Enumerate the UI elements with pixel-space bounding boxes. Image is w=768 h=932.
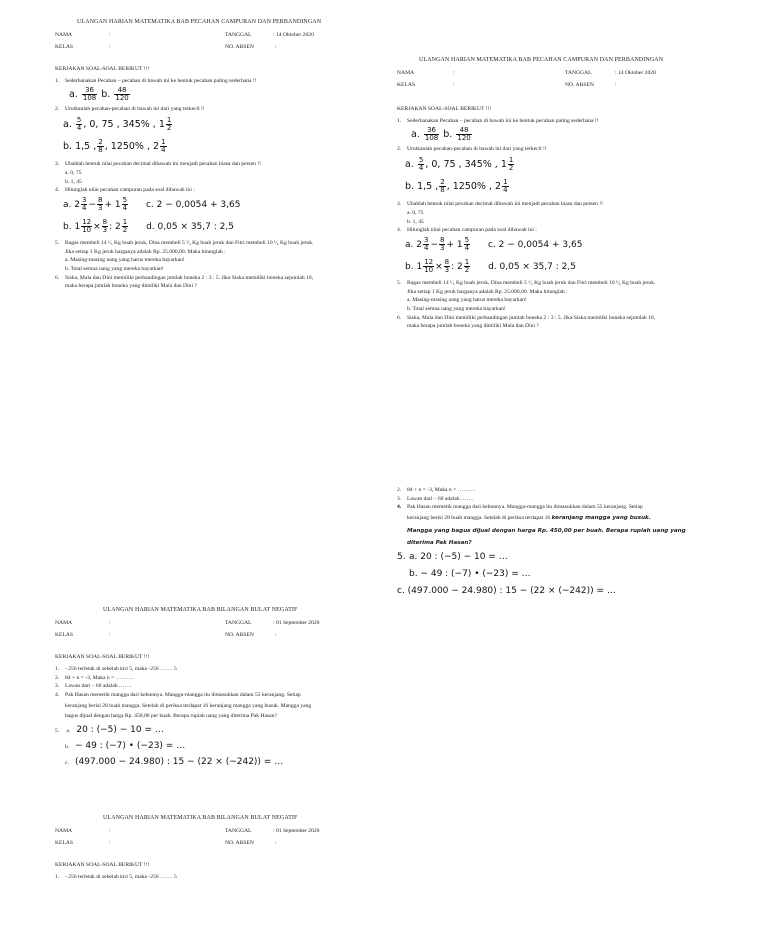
item-label: b. <box>63 140 73 152</box>
question-number: 5. <box>397 551 406 562</box>
question-text-emphasis: Mangga yang bagus dijual dengan harga Rp. 450,00 per buah. Berapa rupiah uang yang <box>407 527 686 534</box>
operator: + 1 <box>104 200 121 211</box>
tanggal-value: : 01 September 2020 <box>273 828 320 835</box>
fraction <box>102 219 108 234</box>
whole-number: 2 <box>74 200 80 211</box>
denominator: 120 <box>115 93 129 102</box>
numerator: 36 <box>82 87 97 95</box>
fraction <box>423 237 429 252</box>
numerator: 1 <box>508 155 514 164</box>
item-label: b. <box>405 261 414 272</box>
q3-item-b: b. 1, 45 <box>407 218 424 225</box>
question-text: Ubahlah bentuk nilai pecahan decimal dibawah ini menjadi pecahan biasa dan persen !! <box>407 201 604 208</box>
q4d-expression: d. 0,05 × 35,7 : 2,5 <box>488 261 576 272</box>
question-text: Lawan dari – 60 adalah ……. <box>65 683 132 690</box>
numerator: 3 <box>424 236 429 245</box>
q3-item-a: a. 0, 75 <box>407 210 424 217</box>
question-5b <box>55 740 385 754</box>
question-number: 5. <box>55 727 60 734</box>
question-5a <box>55 724 385 738</box>
fraction <box>439 179 445 194</box>
question-text: Urutkanlah pecahan-pecahan di bawah ini dari yang terkecil !! <box>407 146 547 153</box>
question-4 <box>397 503 747 512</box>
denominator: 3 <box>440 244 445 253</box>
label-no-absen: NO. ABSEN <box>565 82 594 89</box>
numerator: 36 <box>424 127 439 135</box>
colon: : <box>109 44 111 51</box>
question-number: 1. <box>55 77 60 84</box>
fraction <box>418 157 424 172</box>
fraction <box>502 179 508 194</box>
denominator: 108 <box>82 93 97 102</box>
question-3 <box>55 160 385 169</box>
fraction <box>122 197 128 212</box>
question-2 <box>397 145 747 154</box>
operator: × <box>93 221 101 232</box>
label-kelas: KELAS <box>55 44 74 51</box>
numerator: 8 <box>98 196 103 205</box>
label-nama: NAMA <box>55 32 73 39</box>
question-3 <box>397 200 747 209</box>
instruction: KERJAKAN SOAL-SOAL BERIKUT !!! <box>55 66 150 73</box>
q3-item-a: a. 0, 75 <box>65 170 82 177</box>
label-nama: NAMA <box>55 828 73 835</box>
operator: − <box>88 200 97 211</box>
field-row-kelas <box>55 631 385 643</box>
label-kelas: KELAS <box>55 840 74 847</box>
question-number: 4. <box>55 691 60 698</box>
colon: : <box>275 44 277 51</box>
fraction <box>423 259 434 274</box>
field-row-nama <box>55 619 385 631</box>
item-label: a. <box>63 118 72 130</box>
question-4 <box>55 691 385 700</box>
q5c-expression: (497.000 − 24.980) : 15 − (22 × (−242)) = … <box>75 756 284 767</box>
question-text-line: maka berapa jumlah boneka yang dimiliki Mala dan Dini ? <box>407 323 539 330</box>
question-2 <box>55 105 385 114</box>
numerator: 5 <box>464 236 470 245</box>
question-number: 3. <box>55 683 60 690</box>
denominator: 108 <box>424 133 439 142</box>
denominator: 10 <box>82 225 92 234</box>
worksheet-bilangan-left-copy <box>55 814 385 882</box>
fraction <box>114 87 129 102</box>
q4c-expression: c. 2 − 0,0054 + 3,65 <box>487 240 583 251</box>
denominator: 8 <box>98 145 103 154</box>
numerator: 8 <box>102 217 108 226</box>
numerator: 8 <box>440 236 445 245</box>
question-3 <box>55 682 385 691</box>
denominator: 3 <box>102 225 108 234</box>
question-text-line: b. Total semua uang yang mereka bayarkan! <box>407 305 506 312</box>
colon: : <box>615 82 617 89</box>
denominator: 4 <box>122 204 128 213</box>
numerator: 1 <box>161 137 166 146</box>
q1-fractions <box>397 127 747 143</box>
expression-text: 1,5 , <box>417 180 439 192</box>
question-number: 2. <box>55 106 60 113</box>
worksheet-pecahan-right <box>397 56 747 331</box>
question-number: 3. <box>397 495 402 502</box>
question-number: 2. <box>397 146 402 153</box>
question-5 <box>397 279 747 288</box>
q2b-expression <box>397 179 747 195</box>
tanggal-value: : 01 September 2020 <box>273 620 320 627</box>
label-nama: NAMA <box>55 620 73 627</box>
q5a-expression: 20 : (−5) − 10 = … <box>76 724 164 735</box>
fraction <box>81 197 87 212</box>
fraction <box>444 259 450 274</box>
operator: : 2 <box>451 261 463 272</box>
item-label: b. <box>443 128 453 140</box>
q4-row-bd <box>55 219 385 235</box>
question-5c <box>55 756 385 770</box>
q4-row-ac <box>397 237 747 253</box>
field-row-nama <box>55 31 385 43</box>
colon: : <box>109 620 111 627</box>
denominator: 10 <box>424 265 434 274</box>
question-text: - 256 terletak di sebelah kiri 5, maka -256 ……. 5 <box>65 665 177 672</box>
denominator: 2 <box>464 265 470 274</box>
field-row-kelas <box>55 43 385 55</box>
numerator: 5 <box>122 196 128 205</box>
question-2 <box>55 674 385 683</box>
expression-text: , 1250% , 2 <box>104 140 160 152</box>
question-number: 4. <box>397 227 402 234</box>
label-kelas: KELAS <box>397 82 416 89</box>
q1-fractions <box>55 87 385 103</box>
expression-text: 1,5 , <box>75 140 97 152</box>
expression-text: , 0, 75 , 345% , 1 <box>425 158 507 170</box>
colon: : <box>109 840 111 847</box>
denominator: 4 <box>76 123 82 132</box>
question-text: 84 + n = -3, Maka n = ………. <box>65 674 134 681</box>
item-label: a. <box>63 200 72 211</box>
question-text: Bagas membeli 14 ¹⁄₃ Kg buah jeruk, Dina membeli 5 ¹⁄₂ Kg buah jeruk dan Fitri membeli 10 ¹⁄₄ Kg buah jeruk. <box>65 239 314 246</box>
label-no-absen: NO. ABSEN <box>225 840 254 847</box>
instruction: KERJAKAN SOAL-SOAL BERIKUT !!! <box>55 862 150 869</box>
item-label: b. <box>101 88 111 100</box>
q5b-expression: − 49 : (−7) • (−23) = … <box>75 740 186 751</box>
numerator: 48 <box>456 127 471 135</box>
question-number: 1. <box>397 117 402 124</box>
item-label: b. <box>65 743 70 750</box>
question-1 <box>55 77 385 86</box>
operator: × <box>435 261 443 272</box>
numerator: 12 <box>82 217 92 226</box>
question-number: 2. <box>55 674 60 681</box>
item-label: a. <box>66 727 71 734</box>
question-number: 5. <box>397 279 402 286</box>
item-label: b. <box>63 221 72 232</box>
numerator: 12 <box>424 257 434 266</box>
denominator: 3 <box>98 204 103 213</box>
question-text-line: bagus dijual dengan harga Rp. 450,00 per buah. Berapa rupiah uang yang diterima Pak Hasan? <box>65 713 277 720</box>
whole-number: 1 <box>416 261 423 272</box>
fraction <box>464 259 470 274</box>
question-text-emphasis: keranjang mangga yang busuk. <box>551 514 651 521</box>
label-tanggal: TANGGAL <box>565 70 592 77</box>
denominator: 4 <box>464 244 470 253</box>
fraction <box>464 237 470 252</box>
question-number: 6. <box>55 274 60 281</box>
label-no-absen: NO. ABSEN <box>225 44 254 51</box>
question-number: 1. <box>55 665 60 672</box>
q4d-expression: d. 0,05 × 35,7 : 2,5 <box>146 221 234 232</box>
whole-number: 1 <box>74 221 81 232</box>
q2b-expression <box>55 139 385 155</box>
operator: − <box>430 240 439 251</box>
worksheet-title: ULANGAN HARIAN MATEMATIKA BAB BILANGAN BULAT NEGATIF <box>103 815 298 821</box>
question-text: Urutkanlah pecahan-pecahan di bawah ini dari yang terkecil !! <box>65 106 205 113</box>
question-6 <box>55 274 385 283</box>
denominator: 8 <box>440 185 445 194</box>
label-no-absen: NO. ABSEN <box>225 632 254 639</box>
question-4 <box>397 226 747 235</box>
denominator: 2 <box>166 123 172 132</box>
question-text-emphasis: diterima Pak Hasan? <box>407 540 472 547</box>
worksheet-title: ULANGAN HARIAN MATEMATIKA BAB PECAHAN CAMPURAN DAN PERBANDINGAN <box>419 57 664 63</box>
colon: : <box>275 632 277 639</box>
question-1 <box>55 873 385 882</box>
q2a-expression <box>55 117 385 133</box>
q4-row-ac <box>55 197 385 213</box>
colon: : <box>109 32 111 39</box>
label-nama: NAMA <box>397 70 415 77</box>
question-text: Siska, Mala dan Dini memiliki perbandingan jumlah boneka 2 : 3 : 5. Jika Siska memiliki boneka sejumlah 16, <box>65 274 314 281</box>
q4-row-bd <box>397 259 747 275</box>
denominator: 4 <box>424 244 429 253</box>
field-row-nama <box>397 69 747 81</box>
fraction <box>97 139 103 154</box>
question-text: - 256 terletak di sebelah kiri 5, maka -256 ……. 5 <box>65 873 177 880</box>
question-6 <box>397 314 747 323</box>
label-tanggal: TANGGAL <box>225 32 252 39</box>
question-text: Pak Hasan memetik mangga dari kebunnya. Mangga-mangga itu dimasukkan dalam 55 keranjang. Setiap <box>65 691 301 698</box>
whole-number: 2 <box>416 240 422 251</box>
item-label: a. <box>411 128 420 140</box>
fraction <box>456 127 471 142</box>
item-label: c. <box>65 759 69 766</box>
q5b-expression: b. − 49 : (−7) • (−23) = … <box>409 568 531 579</box>
question-1 <box>55 665 385 674</box>
worksheet-bilangan-left <box>55 606 385 770</box>
question-text: Lawan dari – 60 adalah ……. <box>407 495 474 502</box>
item-label: b. <box>405 180 415 192</box>
question-1 <box>397 117 747 126</box>
question-text: Sederhanakan Pecahan – pecahan di bawah ini ke bentuk pecahan paling sederhana !! <box>407 117 599 124</box>
numerator: 1 <box>122 217 128 226</box>
denominator: 4 <box>418 163 424 172</box>
question-3 <box>397 495 747 504</box>
tanggal-value: : 14 Oktober 2020 <box>615 70 656 77</box>
question-4 <box>55 186 385 195</box>
worksheet-title: ULANGAN HARIAN MATEMATIKA BAB BILANGAN BULAT NEGATIF <box>103 607 298 613</box>
question-2 <box>397 486 747 495</box>
numerator: 2 <box>440 177 445 186</box>
question-5 <box>55 239 385 248</box>
question-text: Hitunglah nilai pecahan campuran pada soal dibawah ini : <box>65 187 195 194</box>
numerator: 5 <box>76 115 82 124</box>
question-text-line: Jika setiap 1 Kg jeruk harganya adalah Rp. 25.000,00. Maka hitunglah : <box>65 248 226 255</box>
question-text: Pak Hasan memetik mangga dari kebunnya. Mangga-mangga itu dimasukkan dalam 55 keranjang. Setiap <box>407 504 643 511</box>
item-label: a. <box>69 88 78 100</box>
item-label: a. <box>405 240 414 251</box>
question-number: 4. <box>55 187 60 194</box>
q5a-expression: a. 20 : (−5) − 10 = … <box>409 551 508 562</box>
question-text-line <box>397 514 747 523</box>
denominator: 4 <box>503 185 508 194</box>
denominator: 2 <box>508 163 514 172</box>
question-number: 5. <box>55 239 60 246</box>
operator: : 2 <box>109 221 121 232</box>
denominator: 4 <box>82 204 87 213</box>
denominator: 3 <box>444 265 450 274</box>
item-label: a. <box>405 158 414 170</box>
label-kelas: KELAS <box>55 632 74 639</box>
numerator: 5 <box>418 155 424 164</box>
question-text: Sederhanakan Pecahan – pecahan di bawah ini ke bentuk pecahan paling sederhana !! <box>65 77 257 84</box>
fraction <box>82 87 97 102</box>
question-text: Siska, Mala dan Dini memiliki perbandingan jumlah boneka 2 : 3 : 5. Jika Siska memiliki boneka sejumlah 16, <box>407 314 656 321</box>
fraction <box>97 197 103 212</box>
numerator: 1 <box>464 257 470 266</box>
fraction <box>122 219 128 234</box>
colon: : <box>109 632 111 639</box>
question-5a <box>397 551 747 565</box>
fraction <box>508 157 514 172</box>
fraction <box>439 237 445 252</box>
operator: + 1 <box>446 240 463 251</box>
question-text-part: keranjang berisi 28 buah mangga. Setelah di periksa terdapat 16 <box>407 514 551 521</box>
q3-item-b: b. 1, 45 <box>65 178 82 185</box>
denominator: 2 <box>122 225 128 234</box>
question-number: 6. <box>397 314 402 321</box>
question-number: 3. <box>55 161 60 168</box>
question-text-line: maka berapa jumlah boneka yang dimiliki Mala dan Dini ? <box>65 283 197 290</box>
worksheet-pecahan-left <box>55 18 385 291</box>
question-text-line: Jika setiap 1 Kg jeruk harganya adalah Rp. 25.000,00. Maka hitunglah : <box>407 288 568 295</box>
question-text-line: b. Total semua uang yang mereka bayarkan! <box>65 265 164 272</box>
q2a-expression <box>397 157 747 173</box>
field-row-kelas <box>55 839 385 851</box>
worksheet-title: ULANGAN HARIAN MATEMATIKA BAB PECAHAN CAMPURAN DAN PERBANDINGAN <box>77 19 322 25</box>
colon: : <box>109 828 111 835</box>
instruction: KERJAKAN SOAL-SOAL BERIKUT !!! <box>55 654 150 661</box>
numerator: 48 <box>114 87 129 95</box>
fraction <box>166 117 172 132</box>
question-text: Bagas membeli 14 ¹⁄₃ Kg buah jeruk, Dina membeli 5 ¹⁄₂ Kg buah jeruk dan Fitri membeli 10 ¹⁄₄ Kg buah jeruk. <box>407 279 656 286</box>
question-number: 3. <box>397 201 402 208</box>
worksheet-bilangan-continuation <box>397 486 747 599</box>
question-number: 1. <box>55 873 60 880</box>
denominator: 4 <box>161 145 166 154</box>
question-text: Hitunglah nilai pecahan campuran pada soal dibawah ini : <box>407 227 537 234</box>
instruction: KERJAKAN SOAL-SOAL BERIKUT !!! <box>397 106 492 113</box>
question-number: 2. <box>397 487 402 493</box>
question-text: 84 + n = -3, Maka n = ………. <box>407 487 476 493</box>
expression-text: , 1250% , 2 <box>446 180 502 192</box>
numerator: 3 <box>82 196 87 205</box>
colon: : <box>453 70 455 77</box>
label-tanggal: TANGGAL <box>225 828 252 835</box>
question-text-line: a. Masing-masing uang yang harus mereka bayarkan! <box>407 297 527 304</box>
colon: : <box>453 82 455 89</box>
question-text-line: keranjang berisi 28 buah mangga. Setelah di periksa terdapat 16 keranjang mangga yang busuk. Mangga yang <box>65 702 312 709</box>
numerator: 8 <box>444 257 450 266</box>
numerator: 1 <box>503 177 508 186</box>
colon: : <box>275 840 277 847</box>
label-tanggal: TANGGAL <box>225 620 252 627</box>
fraction <box>424 127 439 142</box>
question-number: 4. <box>397 504 402 511</box>
question-text: Ubahlah bentuk nilai pecahan decimal dibawah ini menjadi pecahan biasa dan persen !! <box>65 161 262 168</box>
numerator: 2 <box>98 137 103 146</box>
fraction <box>81 219 92 234</box>
q5c-expression: c. (497.000 − 24.980) : 15 − (22 × (−242)) = … <box>397 585 616 596</box>
question-text-line: a. Masing-masing uang yang harus mereka bayarkan! <box>65 257 185 264</box>
field-row-nama <box>55 827 385 839</box>
denominator: 120 <box>457 133 471 142</box>
numerator: 1 <box>166 115 172 124</box>
expression-text: , 0, 75 , 345% , 1 <box>83 118 165 130</box>
fraction <box>160 139 166 154</box>
q4c-expression: c. 2 − 0,0054 + 3,65 <box>145 200 241 211</box>
tanggal-value: : 14 Oktober 2020 <box>273 32 314 39</box>
field-row-kelas <box>397 81 747 93</box>
fraction <box>76 117 82 132</box>
